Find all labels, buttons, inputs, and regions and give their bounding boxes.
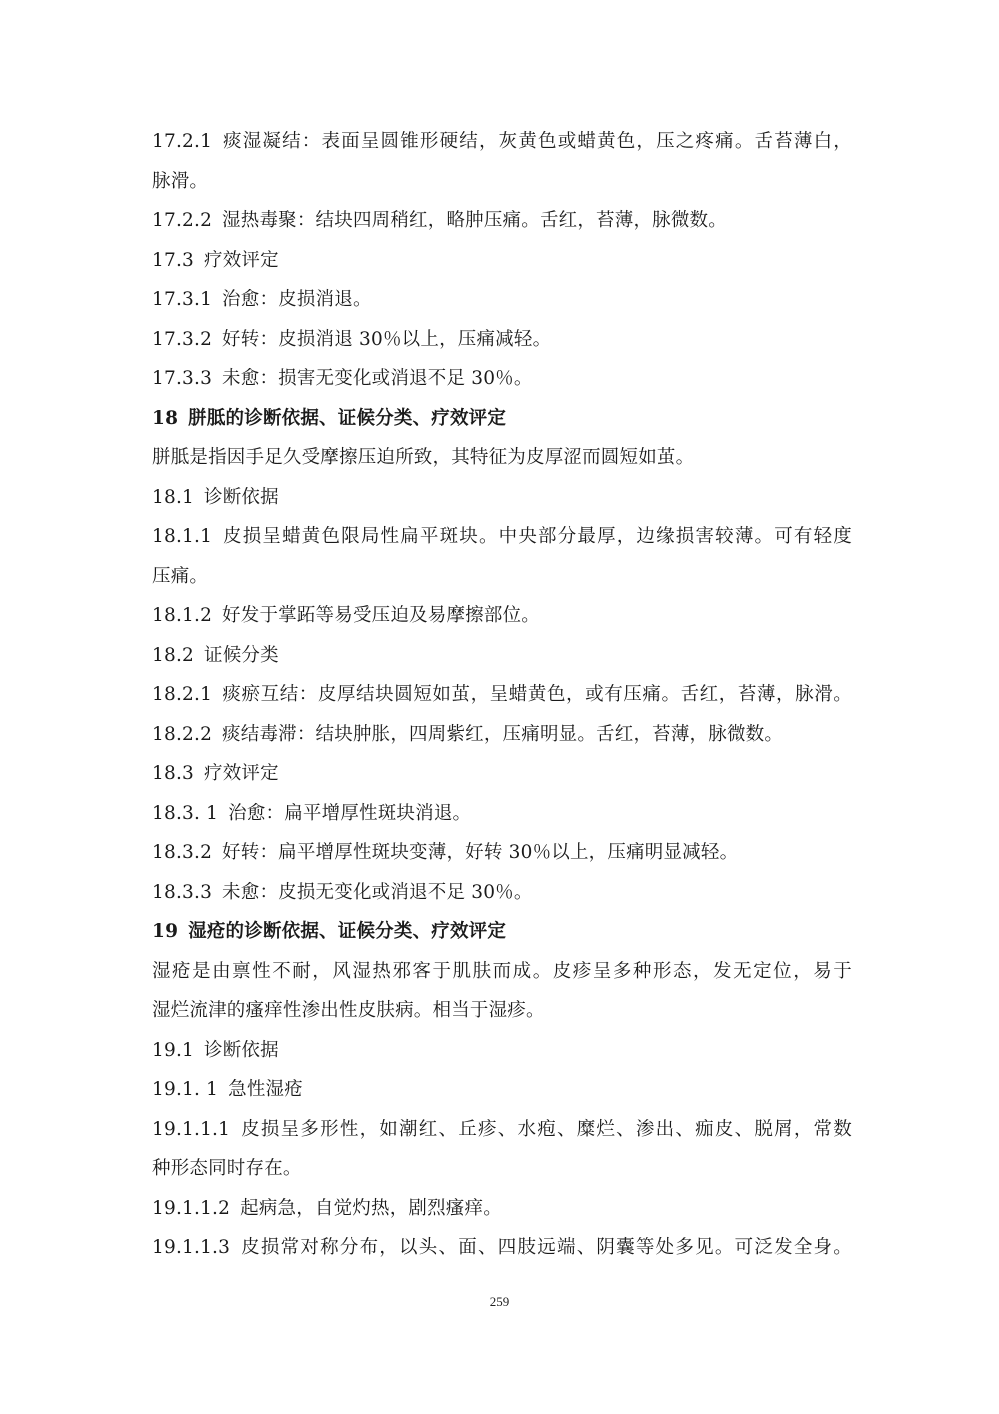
document-body xyxy=(152,122,852,1268)
clause-text: 疗效评定 xyxy=(204,249,279,271)
clause-text: 湿疮是由禀性不耐，风湿热邪客于肌肤而成。皮疹呈多种形态，发无定位，易于 xyxy=(152,960,852,982)
section-heading xyxy=(152,912,852,952)
page-number: 259 xyxy=(489,1294,510,1309)
clause-number: 17.3 xyxy=(152,249,194,271)
text-line xyxy=(152,478,852,518)
clause-text: 疗效评定 xyxy=(204,763,279,784)
clause-number: 18.3.2 xyxy=(152,842,213,863)
clause-text: 皮损呈多形性，如潮红、丘疹、水疱、糜烂、渗出、痂皮、脱屑，常数 xyxy=(240,1118,852,1140)
clause-text: 湿烂流津的瘙痒性渗出性皮肤病。相当于湿疹。 xyxy=(152,1000,545,1021)
clause-text: 痰湿凝结：表面呈圆锥形硬结，灰黄色或蜡黄色，压之疼痛。舌苔薄白， xyxy=(222,131,852,152)
clause-text: 胼胝是指因手足久受摩擦压迫所致，其特征为皮厚涩而圆短如茧。 xyxy=(152,447,695,468)
text-line xyxy=(152,1031,852,1071)
text-line xyxy=(152,438,852,478)
clause-number: 18.3 xyxy=(152,763,194,784)
text-line xyxy=(152,122,852,162)
clause-number: 19.1. 1 xyxy=(152,1079,219,1100)
text-line xyxy=(152,320,852,360)
clause-text: 好发于掌跖等易受压迫及易摩擦部位。 xyxy=(222,605,540,626)
text-line xyxy=(152,754,852,794)
text-line xyxy=(152,675,852,715)
clause-text: 治愈：扁平增厚性斑块消退。 xyxy=(228,802,472,824)
text-line xyxy=(152,1228,852,1268)
clause-text: 湿疮的诊断依据、证候分类、疗效评定 xyxy=(188,921,507,942)
text-line xyxy=(152,201,852,241)
clause-number: 19.1.1.3 xyxy=(152,1237,231,1258)
clause-number: 19.1 xyxy=(152,1039,194,1061)
text-line xyxy=(152,715,852,755)
clause-number: 17.3.3 xyxy=(152,368,213,389)
text-line xyxy=(152,873,852,913)
clause-text: 诊断依据 xyxy=(204,1039,279,1061)
clause-number: 17.2.2 xyxy=(152,210,213,231)
text-line xyxy=(152,1110,852,1150)
clause-text: 皮损呈蜡黄色限局性扁平斑块。中央部分最厚，边缘损害较薄。可有轻度 xyxy=(222,526,852,547)
clause-number: 18.1.1 xyxy=(152,526,213,547)
clause-text: 胼胝的诊断依据、证候分类、疗效评定 xyxy=(188,407,507,429)
clause-text: 脉滑。 xyxy=(152,170,209,192)
text-line xyxy=(152,833,852,873)
clause-text: 皮损常对称分布，以头、面、四肢远端、阴囊等处多见。可泛发全身。 xyxy=(240,1237,852,1258)
clause-text: 证候分类 xyxy=(204,644,279,666)
clause-number: 19.1.1.1 xyxy=(152,1118,231,1140)
clause-text: 湿热毒聚：结块四周稍红，略肿压痛。舌红，苔薄，脉微数。 xyxy=(222,210,727,231)
clause-number: 19.1.1.2 xyxy=(152,1197,231,1219)
clause-number: 18.3. 1 xyxy=(152,802,219,824)
clause-number: 18.1 xyxy=(152,486,194,508)
clause-text: 起病急，自觉灼热，剧烈瘙痒。 xyxy=(240,1197,502,1219)
text-line xyxy=(152,952,852,992)
clause-number: 17.3.1 xyxy=(152,289,213,310)
clause-number: 18 xyxy=(152,407,179,429)
text-line xyxy=(152,359,852,399)
clause-number: 17.2.1 xyxy=(152,131,213,152)
clause-text: 好转：扁平增厚性斑块变薄，好转 30％以上，压痛明显减轻。 xyxy=(222,842,739,863)
clause-number: 18.2.1 xyxy=(152,684,213,705)
text-line xyxy=(152,1070,852,1110)
clause-number: 18.2 xyxy=(152,644,194,666)
text-line xyxy=(152,241,852,281)
text-line xyxy=(152,1149,852,1189)
clause-number: 17.3.2 xyxy=(152,328,213,350)
text-line xyxy=(152,991,852,1031)
section-heading xyxy=(152,399,852,439)
clause-text: 未愈：皮损无变化或消退不足 30％。 xyxy=(222,881,533,903)
text-line xyxy=(152,280,852,320)
clause-text: 诊断依据 xyxy=(204,486,279,508)
clause-number: 19 xyxy=(152,921,179,942)
text-line xyxy=(152,557,852,597)
text-line xyxy=(152,517,852,557)
text-line xyxy=(152,596,852,636)
text-line xyxy=(152,794,852,834)
clause-number: 18.2.2 xyxy=(152,723,213,745)
clause-text: 好转：皮损消退 30％以上，压痛减轻。 xyxy=(222,328,552,350)
clause-text: 压痛。 xyxy=(152,565,209,587)
clause-text: 未愈：损害无变化或消退不足 30％。 xyxy=(222,368,533,389)
clause-text: 急性湿疮 xyxy=(228,1079,303,1100)
clause-text: 种形态同时存在。 xyxy=(152,1158,302,1179)
clause-text: 治愈：皮损消退。 xyxy=(222,289,372,310)
clause-text: 痰瘀互结：皮厚结块圆短如茧，呈蜡黄色，或有压痛。舌红，苔薄，脉滑。 xyxy=(222,684,852,705)
text-line xyxy=(152,162,852,202)
text-line xyxy=(152,1189,852,1229)
clause-number: 18.3.3 xyxy=(152,881,213,903)
clause-text: 痰结毒滞：结块肿胀，四周紫红，压痛明显。舌红，苔薄，脉微数。 xyxy=(222,723,784,745)
clause-number: 18.1.2 xyxy=(152,605,213,626)
text-line xyxy=(152,636,852,676)
